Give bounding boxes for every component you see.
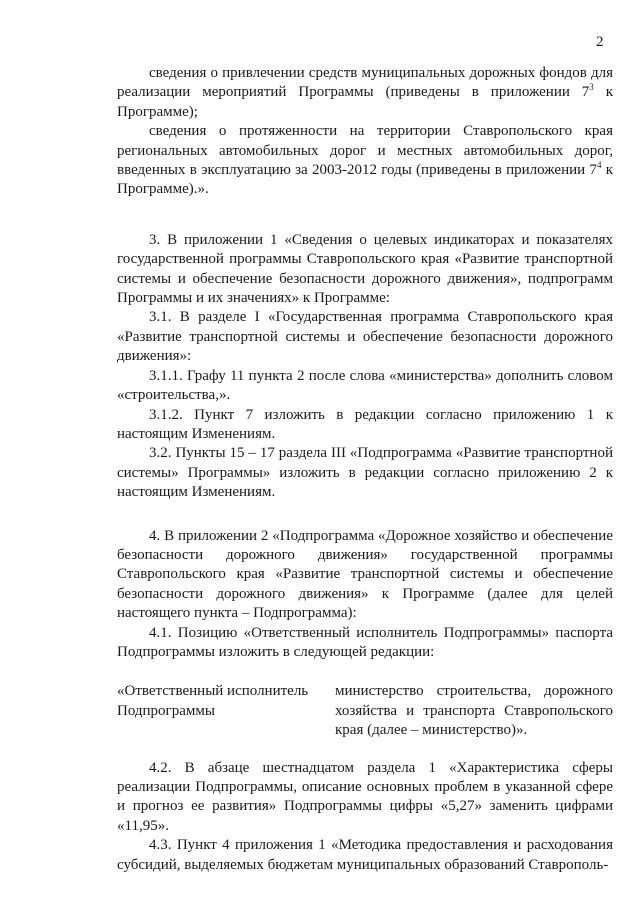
superscript: 4 bbox=[596, 160, 602, 171]
paragraph-text: сведения о протяженности на территории Ставропольского края региональных автомобильных дорог и местных автомобильных дорог, введенных в эксплуатацию за 2003-2012 годы (приведены в приложении 7 bbox=[117, 123, 613, 179]
paragraph-3-2: 3.2. Пункты 15 – 17 раздела III «Подпрограмма «Развитие транспортной системы» Программы» изложить в редакции согласно приложению 2 к настоящим Изменениям. bbox=[117, 445, 613, 501]
paragraph-3-1: 3.1. В разделе I «Государственная программа Ставропольского края «Развитие транспортной системы и обеспечение безопасности дорожного движения»: bbox=[117, 309, 613, 365]
paragraph-municipal-road-funds bbox=[117, 64, 613, 122]
paragraph-text: к Программе); bbox=[117, 84, 614, 120]
superscript: 3 bbox=[589, 82, 594, 93]
paragraph-4-1: 4.1. Позицию «Ответственный исполнитель Подпрограммы» паспорта Подпрограммы изложить в следующей редакции: bbox=[117, 624, 613, 660]
paragraph-3-1-1: 3.1.1. Графу 11 пункта 2 после слова «министерства» дополнить словом «строительства,». bbox=[117, 367, 613, 404]
position-table bbox=[117, 682, 613, 740]
paragraph-text: к Программе).». bbox=[117, 162, 613, 198]
paragraph-section-3-intro: 3. В приложении 1 «Сведения о целевых индикаторах и показателях государственной программы Ставропольского края «Развитие транспортной системы и обеспечение безопасности дорожного движения», подпрограмм Программы и их значениях» к Программе: bbox=[117, 231, 613, 307]
position-value: министерство строительства, дорожного хозяйства и транспорта Ставропольского края (далее – министерство)». bbox=[335, 683, 613, 739]
paragraph-4-2: 4.2. В абзаце шестнадцатом раздела 1 «Характеристика сферы реализации Подпрограммы, описание основных проблем в указанной сфере и прогноз ее развития» Подпрограммы цифры «5,27» заменить цифрами «11,95». bbox=[117, 759, 613, 834]
paragraph-4-3: 4.3. Пункт 4 приложения 1 «Методика предоставления и расходования субсидий, выделяемых бюджетам муниципальных образований Ставрополь- bbox=[117, 837, 613, 873]
paragraph-section-4-intro: 4. В приложении 2 «Подпрограмма «Дорожное хозяйство и обеспечение безопасности дорожного движения» государственной программы Ставропольского края «Развитие транспортной системы и обеспечение безопасности дорожного движения» к Программе (далее для целей настоящего пункта – Подпрограмма): bbox=[117, 527, 613, 622]
position-label: «Ответственный исполнитель Подпрограммы bbox=[117, 683, 309, 719]
paragraph-road-length bbox=[117, 122, 613, 200]
paragraph-3-1-2: 3.1.2. Пункт 7 изложить в редакции согласно приложению 1 к настоящим Изменениям. bbox=[117, 406, 613, 442]
paragraph-text: сведения о привлечении средств муниципальных дорожных фондов для реализации мероприятий Программы (приведены в приложении 7 bbox=[117, 65, 613, 101]
document-body bbox=[117, 64, 613, 875]
page-number: 2 bbox=[596, 34, 604, 50]
